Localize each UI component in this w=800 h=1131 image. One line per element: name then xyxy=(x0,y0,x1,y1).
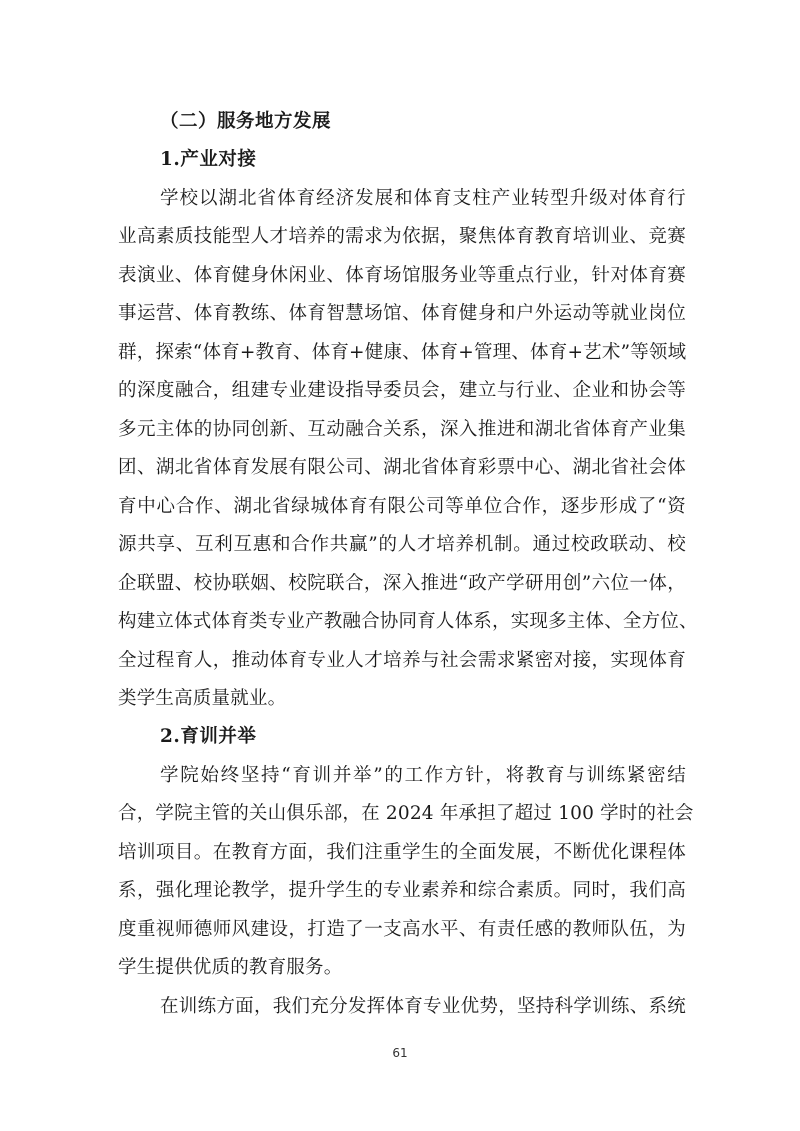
paragraph-line: 源共享、互利互惠和合作共赢”的人才培养机制。通过校政联动、校 xyxy=(118,534,686,555)
paragraph-line: 的深度融合，组建专业建设指导委员会，建立与行业、企业和协会等 xyxy=(118,380,686,401)
subsection-heading-industry: 1.产业对接 xyxy=(160,149,257,170)
paragraph-line: 事运营、体育教练、体育智慧场馆、体育健身和户外运动等就业岗位 xyxy=(118,303,686,324)
paragraph-line: 表演业、体育健身休闲业、体育场馆服务业等重点行业，针对体育赛 xyxy=(118,265,686,286)
paragraph-line: 团、湖北省体育发展有限公司、湖北省体育彩票中心、湖北省社会体 xyxy=(118,457,686,478)
section-heading: （二）服务地方发展 xyxy=(160,111,332,132)
paragraph-line: 学生提供优质的教育服务。 xyxy=(118,957,343,978)
paragraph-line: 度重视师德师风建设，打造了一支高水平、有责任感的教师队伍，为 xyxy=(118,919,686,940)
paragraph-line: 业高素质技能型人才培养的需求为依据，聚焦体育教育培训业、竞赛 xyxy=(118,226,686,247)
paragraph-line: 育中心合作、湖北省绿城体育有限公司等单位合作，逐步形成了“资 xyxy=(118,496,686,517)
paragraph-line: 全过程育人，推动体育专业人才培养与社会需求紧密对接，实现体育 xyxy=(118,650,686,671)
paragraph-line: 合，学院主管的关山俱乐部，在 2024 年承担了超过 100 学时的社会 xyxy=(118,803,694,824)
paragraph-line: 在训练方面，我们充分发挥体育专业优势，坚持科学训练、系统 xyxy=(160,996,686,1017)
paragraph-line: 构建立体式体育类专业产教融合协同育人体系，实现多主体、全方位、 xyxy=(118,611,698,632)
paragraph-line: 学院始终坚持“育训并举”的工作方针，将教育与训练紧密结 xyxy=(160,765,686,786)
paragraph-line: 培训项目。在教育方面，我们注重学生的全面发展，不断优化课程体 xyxy=(118,842,686,863)
paragraph-line: 多元主体的协同创新、互动融合关系，深入推进和湖北省体育产业集 xyxy=(118,419,686,440)
paragraph-line: 群，探索“体育+教育、体育+健康、体育+管理、体育+艺术”等领域 xyxy=(118,342,687,363)
paragraph-line: 类学生高质量就业。 xyxy=(118,688,287,709)
paragraph-line: 学校以湖北省体育经济发展和体育支柱产业转型升级对体育行 xyxy=(160,188,686,209)
subsection-heading-training: 2.育训并举 xyxy=(160,726,257,747)
paragraph-line: 企联盟、校协联姻、校院联合，深入推进“政产学研用创”六位一体， xyxy=(118,573,686,594)
page-number: 61 xyxy=(392,1046,408,1060)
paragraph-line: 系，强化理论教学，提升学生的专业素养和综合素质。同时，我们高 xyxy=(118,880,686,901)
